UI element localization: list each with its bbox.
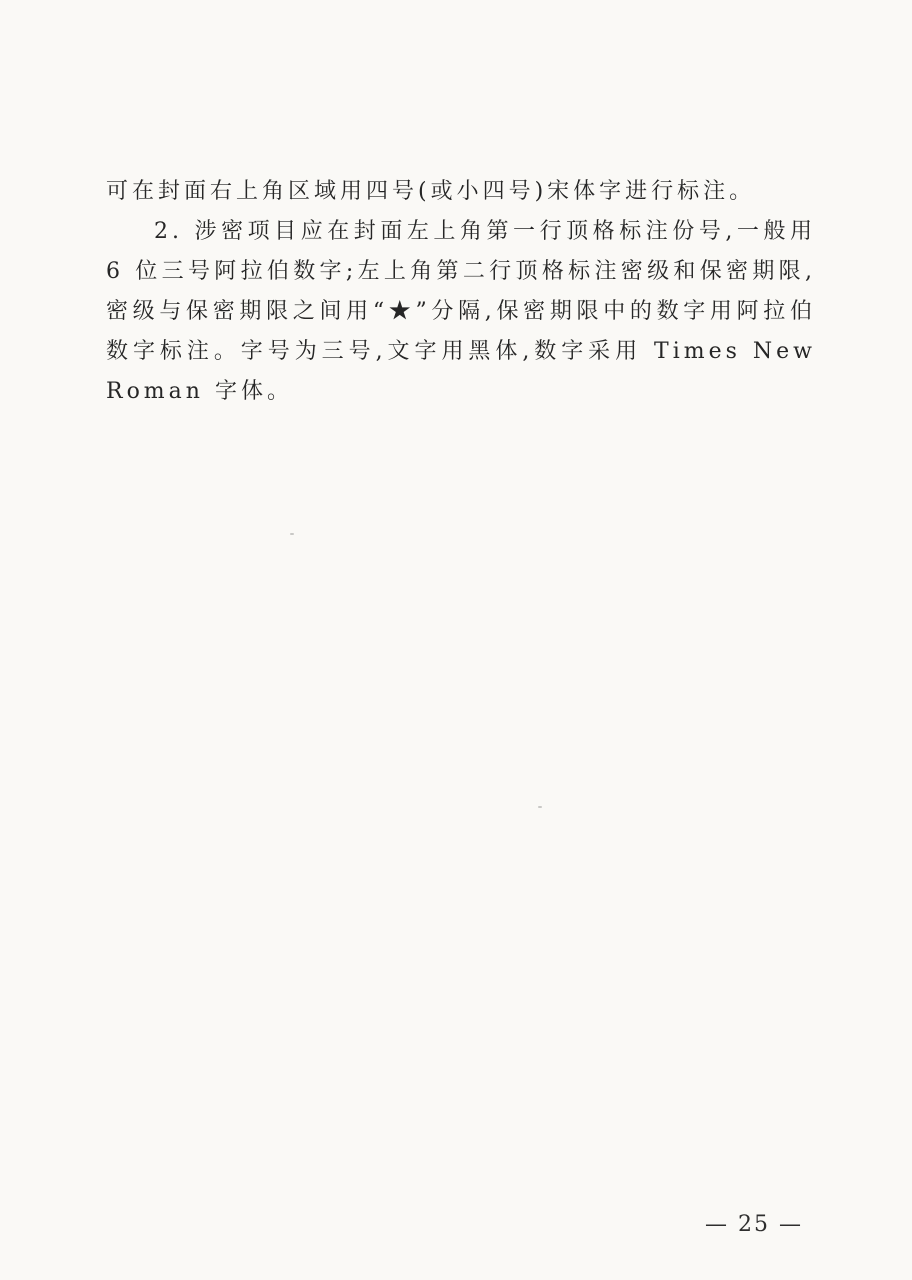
paragraph-item-2: 2. 涉密项目应在封面左上角第一行顶格标注份号,一般用 6 位三号阿拉伯数字;左上角第二行顶格标注密级和保密期限,密级与保密期限之间用“★”分隔,保密期限中的数字用阿拉伯数字标注。字号为三号,文字用黑体,数字采用 Times New Roman 字体。 xyxy=(106,219,816,404)
paragraph-continuation: 可在封面右上角区域用四号(或小四号)宋体字进行标注。 xyxy=(106,179,756,204)
page-number: — 25 — xyxy=(705,1212,803,1237)
body-text xyxy=(106,172,816,412)
scan-speck xyxy=(290,533,294,535)
scan-speck xyxy=(538,806,542,808)
